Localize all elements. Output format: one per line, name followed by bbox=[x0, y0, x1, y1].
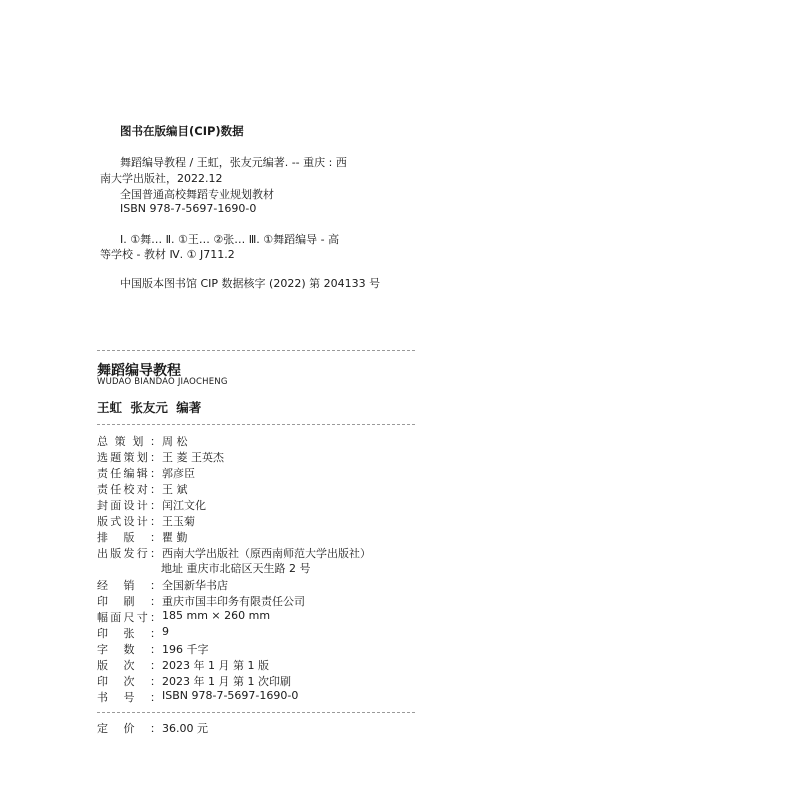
info-row bbox=[97, 673, 291, 689]
info-label: 责 任 编 辑 ： bbox=[97, 467, 161, 480]
cip-number-line: 中国版本图书馆 CIP 数据核字 (2022) 第 204133 号 bbox=[120, 277, 381, 290]
info-row bbox=[97, 545, 371, 561]
book-pinyin: WUDAO BIANDAO JIAOCHENG bbox=[97, 377, 228, 387]
info-value: 闰江文化 bbox=[162, 499, 206, 512]
info-value: 全国新华书店 bbox=[162, 579, 228, 592]
info-row bbox=[97, 657, 269, 673]
info-row bbox=[97, 529, 188, 545]
info-label: 出 版 发 行 ： bbox=[97, 547, 161, 560]
divider-middle bbox=[97, 424, 415, 425]
info-row bbox=[97, 625, 169, 641]
publisher-address: 地址 重庆市北碚区天生路 2 号 bbox=[161, 562, 311, 575]
info-value: 9 bbox=[162, 625, 169, 638]
info-row bbox=[97, 465, 195, 481]
info-label: 总 策 划 ： bbox=[97, 435, 161, 448]
cip-subject-line-cont: 等学校 - 教材 Ⅳ. ① J711.2 bbox=[100, 248, 235, 261]
cip-title-line-cont: 南大学出版社，2022.12 bbox=[100, 172, 223, 185]
info-value: 2023 年 1 月 第 1 版 bbox=[162, 659, 269, 672]
info-label: 选 题 策 划 ： bbox=[97, 451, 161, 464]
info-row bbox=[97, 481, 188, 497]
cip-subject-line: Ⅰ. ①舞… Ⅱ. ①王… ②张… Ⅲ. ①舞蹈编导 - 高 bbox=[120, 233, 340, 246]
info-value: 周 松 bbox=[162, 435, 188, 448]
price-value: 36.00 元 bbox=[162, 722, 208, 735]
price-label: 定 价 ： bbox=[97, 722, 161, 735]
info-value: 185 mm × 260 mm bbox=[162, 609, 271, 622]
info-row bbox=[97, 449, 224, 465]
info-label: 字 数 ： bbox=[97, 643, 161, 656]
cip-series-line: 全国普通高校舞蹈专业规划教材 bbox=[120, 188, 274, 201]
info-value: 郭彦臣 bbox=[162, 467, 195, 480]
info-value: 2023 年 1 月 第 1 次印刷 bbox=[162, 675, 291, 688]
book-authors: 王虹 张友元 编著 bbox=[97, 400, 202, 415]
info-label: 排 版 ： bbox=[97, 531, 161, 544]
info-row bbox=[97, 497, 206, 513]
info-label: 印 刷 ： bbox=[97, 595, 161, 608]
book-title: 舞蹈编导教程 bbox=[97, 363, 181, 379]
info-label: 印 次 ： bbox=[97, 675, 161, 688]
info-label: 幅 面 尺 寸 ： bbox=[97, 611, 161, 624]
info-value: 瞿 勤 bbox=[162, 531, 188, 544]
info-label: 印 张 ： bbox=[97, 627, 161, 640]
cip-title-line: 舞蹈编导教程 / 王虹，张友元编著. -- 重庆 : 西 bbox=[120, 156, 347, 169]
info-value: 西南大学出版社（原西南师范大学出版社） bbox=[162, 547, 371, 560]
info-row bbox=[97, 577, 228, 593]
info-label: 版 式 设 计 ： bbox=[97, 515, 161, 528]
info-label: 版 次 ： bbox=[97, 659, 161, 672]
info-row bbox=[97, 689, 298, 705]
info-value: 王 斌 bbox=[162, 483, 188, 496]
info-row bbox=[97, 433, 188, 449]
info-label: 经 销 ： bbox=[97, 579, 161, 592]
info-row bbox=[97, 593, 305, 609]
price-row bbox=[97, 720, 208, 736]
info-row bbox=[97, 609, 270, 625]
info-value: ISBN 978-7-5697-1690-0 bbox=[162, 689, 299, 702]
info-label: 责 任 校 对 ： bbox=[97, 483, 161, 496]
divider-top bbox=[97, 350, 415, 351]
info-value: 王 菱 王英杰 bbox=[162, 451, 224, 464]
cip-isbn-line: ISBN 978-7-5697-1690-0 bbox=[120, 202, 257, 215]
info-label: 书 号 ： bbox=[97, 691, 161, 704]
divider-bottom bbox=[97, 712, 415, 713]
info-label: 封 面 设 计 ： bbox=[97, 499, 161, 512]
cip-heading: 图书在版编目(CIP)数据 bbox=[120, 124, 244, 138]
info-row bbox=[97, 513, 195, 529]
info-value: 196 千字 bbox=[162, 643, 209, 656]
info-value: 王玉菊 bbox=[162, 515, 195, 528]
info-value: 重庆市国丰印务有限责任公司 bbox=[162, 595, 305, 608]
info-row bbox=[97, 641, 209, 657]
